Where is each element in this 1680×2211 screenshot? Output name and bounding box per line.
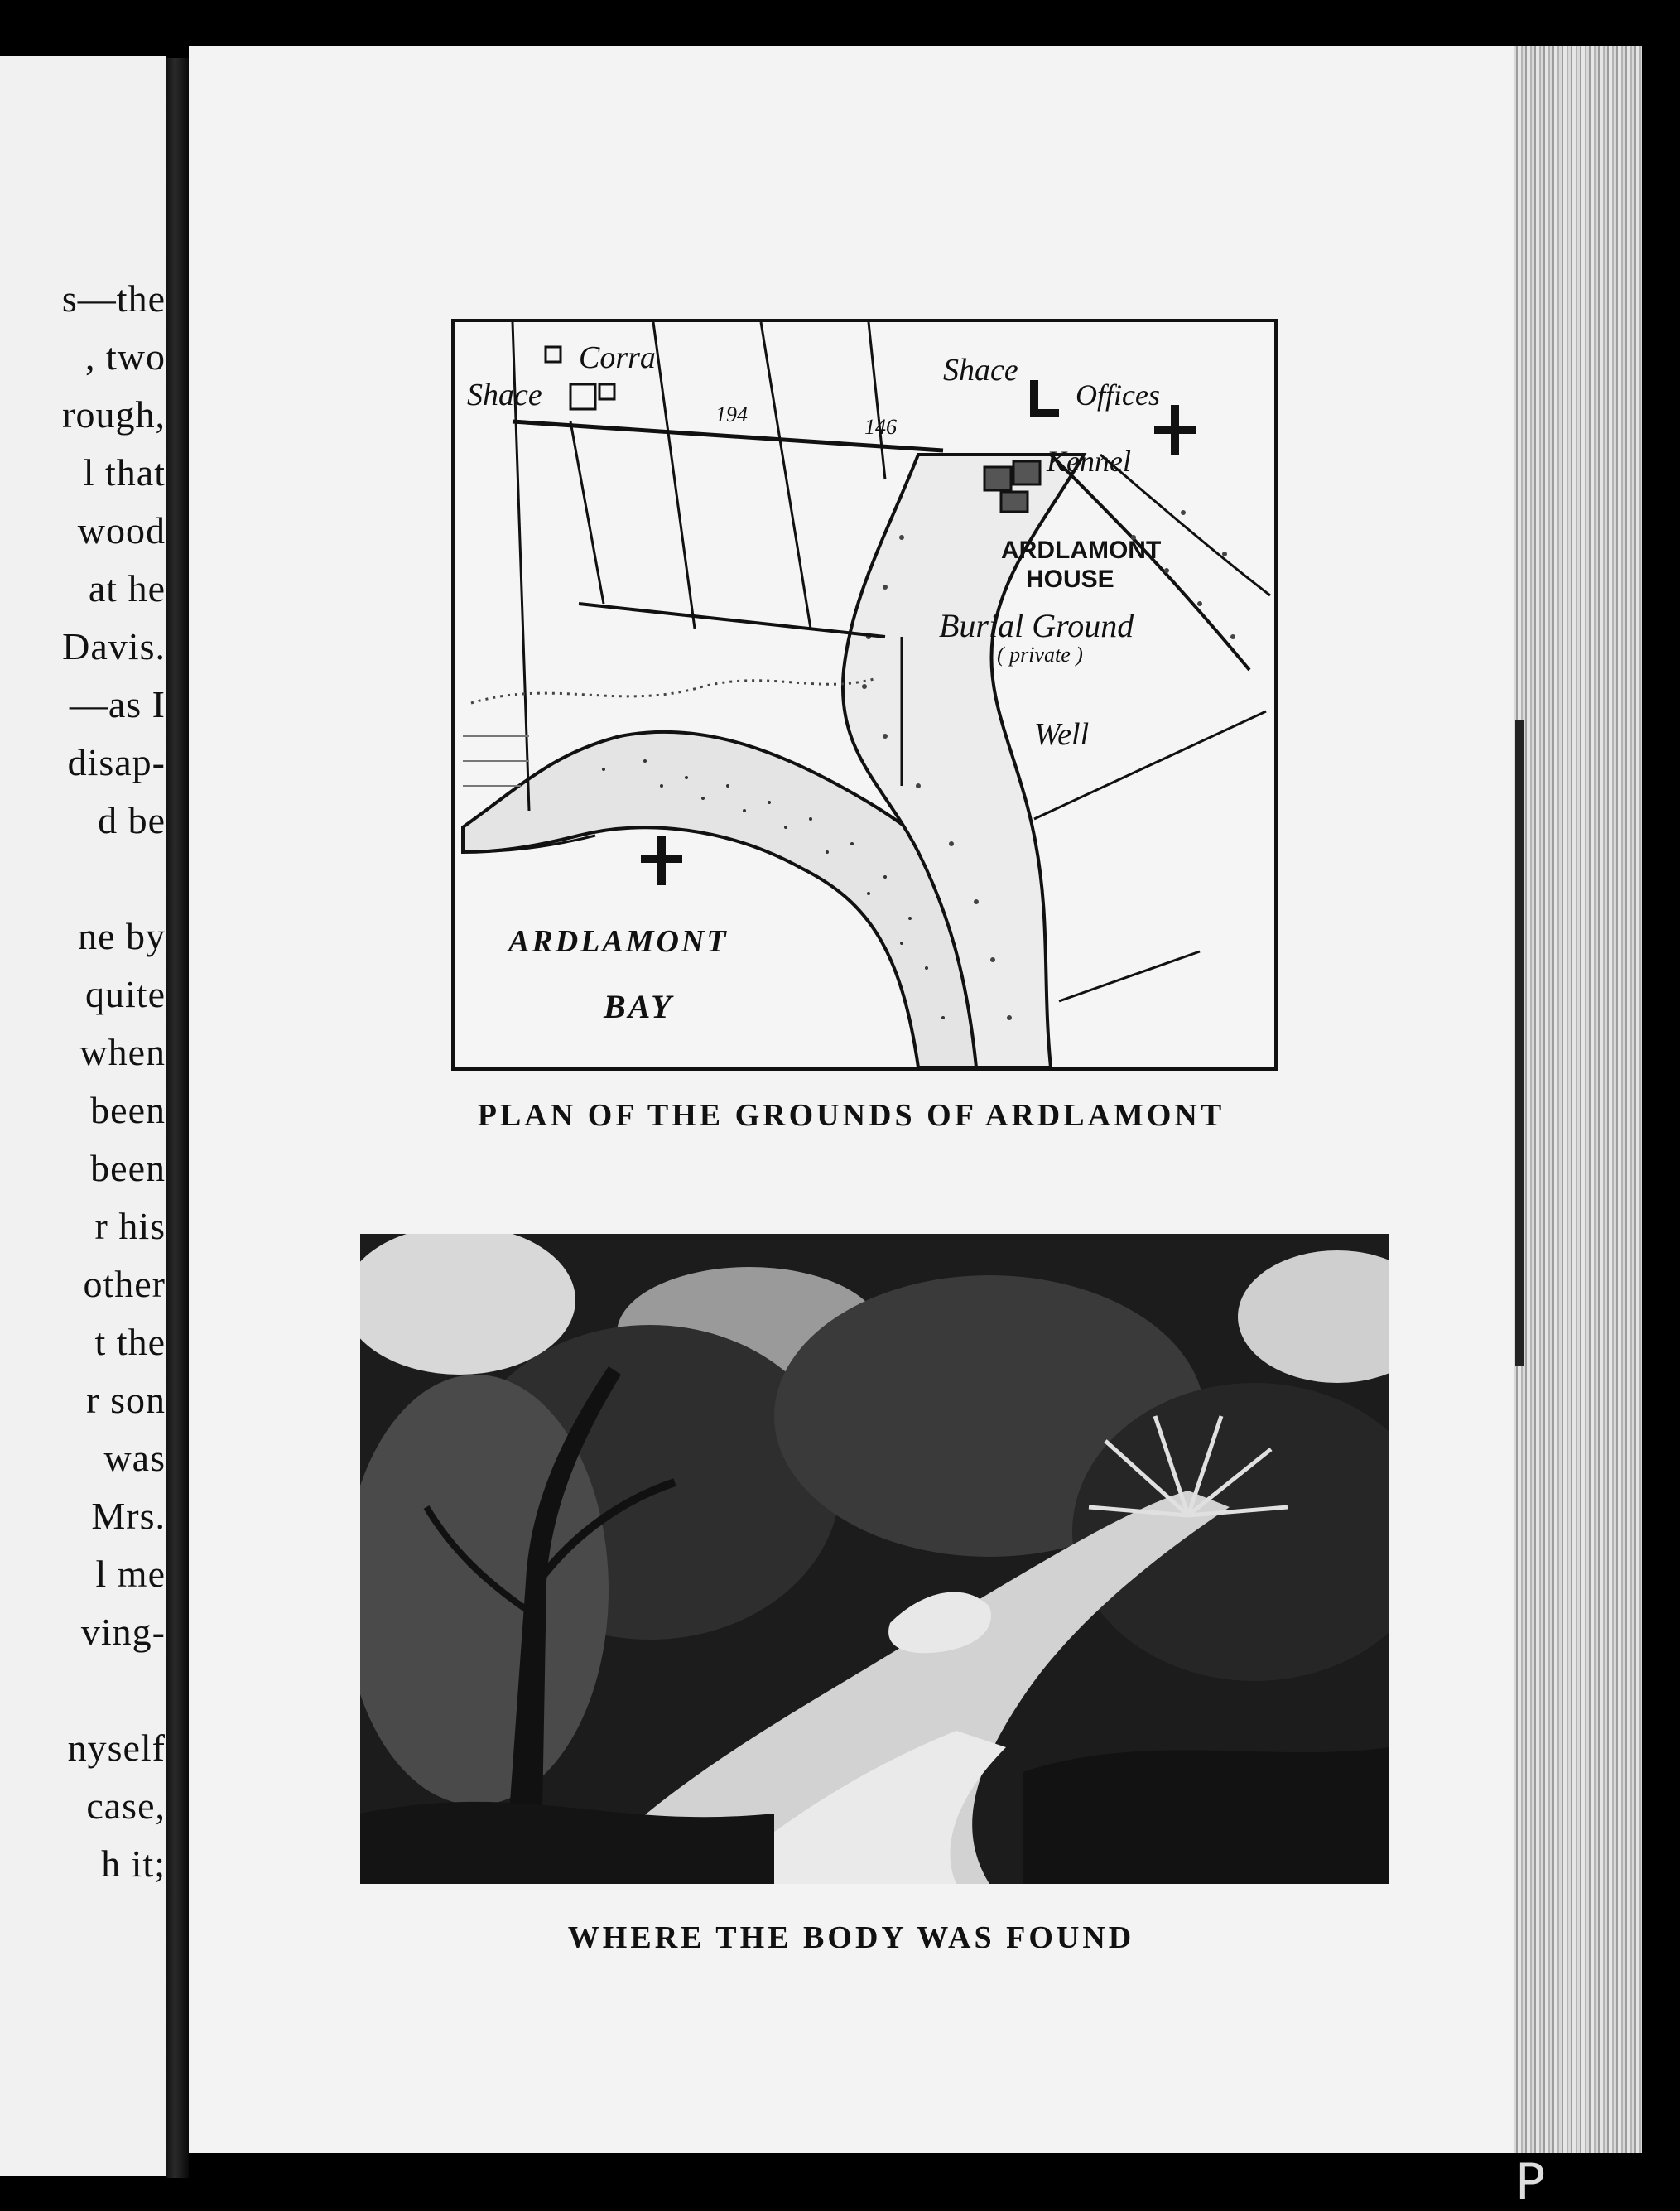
- map-label-kennel: Kennel: [1047, 445, 1131, 478]
- left-page: [0, 56, 166, 2176]
- left-page-line: Mrs.: [91, 1495, 166, 1537]
- map-label-well: Well: [1034, 717, 1090, 752]
- map-caption: PLAN OF THE GROUNDS OF ARDLAMONT: [477, 1098, 1225, 1133]
- map-label-shace-left: Shace: [467, 378, 542, 412]
- photo-caption: WHERE THE BODY WAS FOUND: [567, 1920, 1135, 1955]
- left-page-line: nyself: [67, 1727, 166, 1769]
- map-label-house-1: ARDLAMONT: [1001, 537, 1162, 564]
- map-label-house-2: HOUSE: [1026, 566, 1114, 593]
- left-page-line: quite: [85, 973, 166, 1015]
- left-page-line: , two: [85, 335, 166, 378]
- left-page-line: t the: [94, 1321, 166, 1363]
- left-page-line: at he: [88, 567, 166, 609]
- left-page-line: l me: [95, 1553, 166, 1595]
- left-page-line: l that: [83, 451, 166, 494]
- left-page-line: ne by: [78, 915, 166, 957]
- book-gutter: [166, 58, 189, 2178]
- left-page-line: other: [83, 1263, 166, 1305]
- photo-drawing: [360, 1234, 1389, 1884]
- left-page-line: disap-: [67, 741, 166, 783]
- page-edge: [1514, 46, 1642, 2153]
- left-page-line: ving-: [80, 1611, 166, 1653]
- map-label-bay-1: ARDLAMONT: [508, 924, 729, 959]
- edge-mark: [1515, 720, 1524, 1366]
- left-page-line: was: [103, 1437, 166, 1479]
- map-label-private: ( private ): [997, 643, 1083, 667]
- map-plan: [451, 319, 1278, 1071]
- left-page-line: —as I: [69, 683, 166, 725]
- left-page-line: h it;: [101, 1842, 166, 1885]
- left-page-line: r son: [86, 1379, 166, 1421]
- left-page-line: wood: [77, 509, 166, 552]
- map-drawing: [455, 322, 1274, 1067]
- left-page-line: been: [90, 1089, 166, 1131]
- map-label-bay-2: BAY: [604, 988, 674, 1025]
- photo-illustration: [360, 1234, 1389, 1884]
- left-page-line: s—the: [61, 277, 166, 320]
- left-page-line: Davis.: [62, 625, 166, 667]
- map-label-num-146: 146: [864, 415, 897, 439]
- left-page-line: rough,: [62, 393, 166, 436]
- map-label-shace-right: Shace: [943, 353, 1018, 388]
- map-label-offices: Offices: [1076, 378, 1160, 412]
- map-label-num-194: 194: [715, 402, 748, 426]
- left-page-line: when: [79, 1031, 166, 1073]
- corner-mark: P: [1515, 2153, 1546, 2211]
- map-label-burial: Burial Ground: [939, 607, 1134, 644]
- left-page-line: r his: [94, 1205, 166, 1247]
- left-page-line: case,: [86, 1785, 166, 1827]
- map-label-corra: Corra: [579, 340, 656, 375]
- left-page-line: d be: [98, 799, 166, 841]
- left-page-line: been: [90, 1147, 166, 1189]
